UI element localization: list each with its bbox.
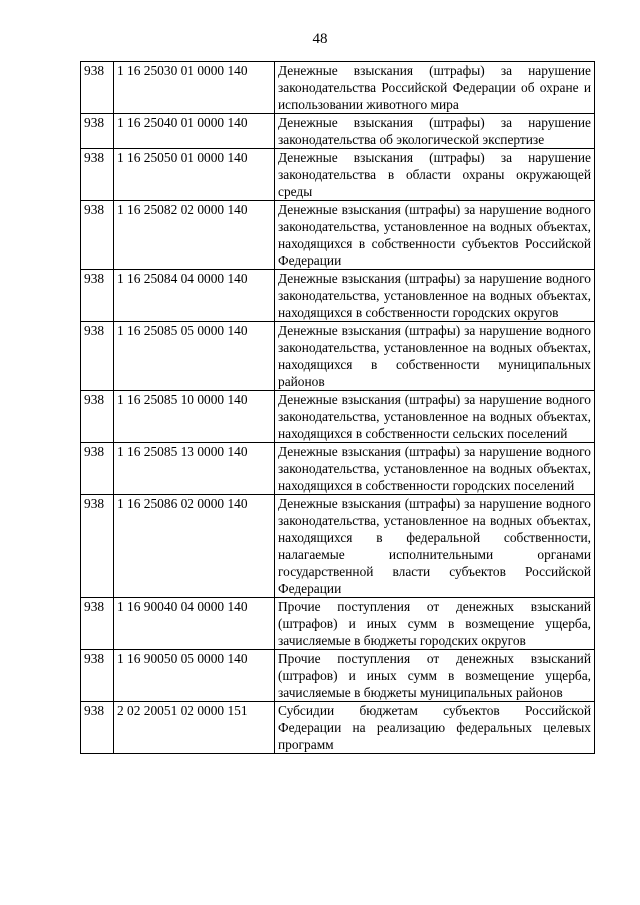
table-row (81, 62, 595, 114)
admin-code-cell: 938 (81, 270, 114, 322)
budget-code-cell: 1 16 90050 05 0000 140 (114, 650, 275, 702)
table-row (81, 114, 595, 149)
revenue-name-cell: Субсидии бюджетам субъектов Российской Федерации на реализацию федеральных целевых программ (275, 702, 595, 754)
budget-code-cell: 1 16 25084 04 0000 140 (114, 270, 275, 322)
table-row (81, 650, 595, 702)
table-row (81, 495, 595, 598)
table-body (81, 62, 595, 754)
revenue-name-cell: Денежные взыскания (штрафы) за нарушение водного законодательства, установленное на водных объектах, находящихся в собственности городских поселений (275, 443, 595, 495)
table-row (81, 391, 595, 443)
admin-code-cell: 938 (81, 201, 114, 270)
admin-code-cell: 938 (81, 598, 114, 650)
admin-code-cell: 938 (81, 114, 114, 149)
table-row (81, 322, 595, 391)
budget-code-cell: 1 16 25040 01 0000 140 (114, 114, 275, 149)
admin-code-cell: 938 (81, 149, 114, 201)
budget-code-cell: 1 16 25050 01 0000 140 (114, 149, 275, 201)
budget-code-cell: 1 16 25082 02 0000 140 (114, 201, 275, 270)
admin-code-cell: 938 (81, 702, 114, 754)
table-row (81, 702, 595, 754)
page-number: 48 (312, 31, 328, 47)
revenue-name-cell: Денежные взыскания (штрафы) за нарушение водного законодательства, установленное на водных объектах, находящихся в собственности муниципальных районов (275, 322, 595, 391)
table-row (81, 443, 595, 495)
revenue-name-cell: Прочие поступления от денежных взысканий (штрафов) и иных сумм в возмещение ущерба, зачисляемые в бюджеты муниципальных районов (275, 650, 595, 702)
budget-code-cell: 1 16 25085 10 0000 140 (114, 391, 275, 443)
revenue-name-cell: Денежные взыскания (штрафы) за нарушение законодательства Российской Федерации об охране и использовании животного мира (275, 62, 595, 114)
table-row (81, 270, 595, 322)
admin-code-cell: 938 (81, 322, 114, 391)
budget-code-cell: 2 02 20051 02 0000 151 (114, 702, 275, 754)
budget-code-cell: 1 16 25086 02 0000 140 (114, 495, 275, 598)
budget-code-cell: 1 16 25030 01 0000 140 (114, 62, 275, 114)
revenue-name-cell: Денежные взыскания (штрафы) за нарушение водного законодательства, установленное на водных объектах, находящихся в собственности сельских поселений (275, 391, 595, 443)
budget-classification-table (80, 61, 595, 754)
revenue-name-cell: Денежные взыскания (штрафы) за нарушение законодательства в области охраны окружающей среды (275, 149, 595, 201)
budget-code-cell: 1 16 25085 13 0000 140 (114, 443, 275, 495)
table-row (81, 598, 595, 650)
admin-code-cell: 938 (81, 62, 114, 114)
admin-code-cell: 938 (81, 495, 114, 598)
table-row (81, 201, 595, 270)
revenue-name-cell: Денежные взыскания (штрафы) за нарушение водного законодательства, установленное на водных объектах, находящихся в собственности субъектов Российской Федерации (275, 201, 595, 270)
revenue-name-cell: Денежные взыскания (штрафы) за нарушение водного законодательства, установленное на водных объектах, находящихся в собственности городских округов (275, 270, 595, 322)
revenue-name-cell: Денежные взыскания (штрафы) за нарушение водного законодательства, установленное на водных объектах, находящихся в федеральной собственности, налагаемые исполнительными органами государственной власти субъектов Российской Федерации (275, 495, 595, 598)
table-row (81, 149, 595, 201)
admin-code-cell: 938 (81, 391, 114, 443)
revenue-name-cell: Прочие поступления от денежных взысканий (штрафов) и иных сумм в возмещение ущерба, зачисляемые в бюджеты городских округов (275, 598, 595, 650)
budget-code-cell: 1 16 90040 04 0000 140 (114, 598, 275, 650)
budget-code-cell: 1 16 25085 05 0000 140 (114, 322, 275, 391)
revenue-name-cell: Денежные взыскания (штрафы) за нарушение законодательства об экологической экспертизе (275, 114, 595, 149)
admin-code-cell: 938 (81, 443, 114, 495)
admin-code-cell: 938 (81, 650, 114, 702)
